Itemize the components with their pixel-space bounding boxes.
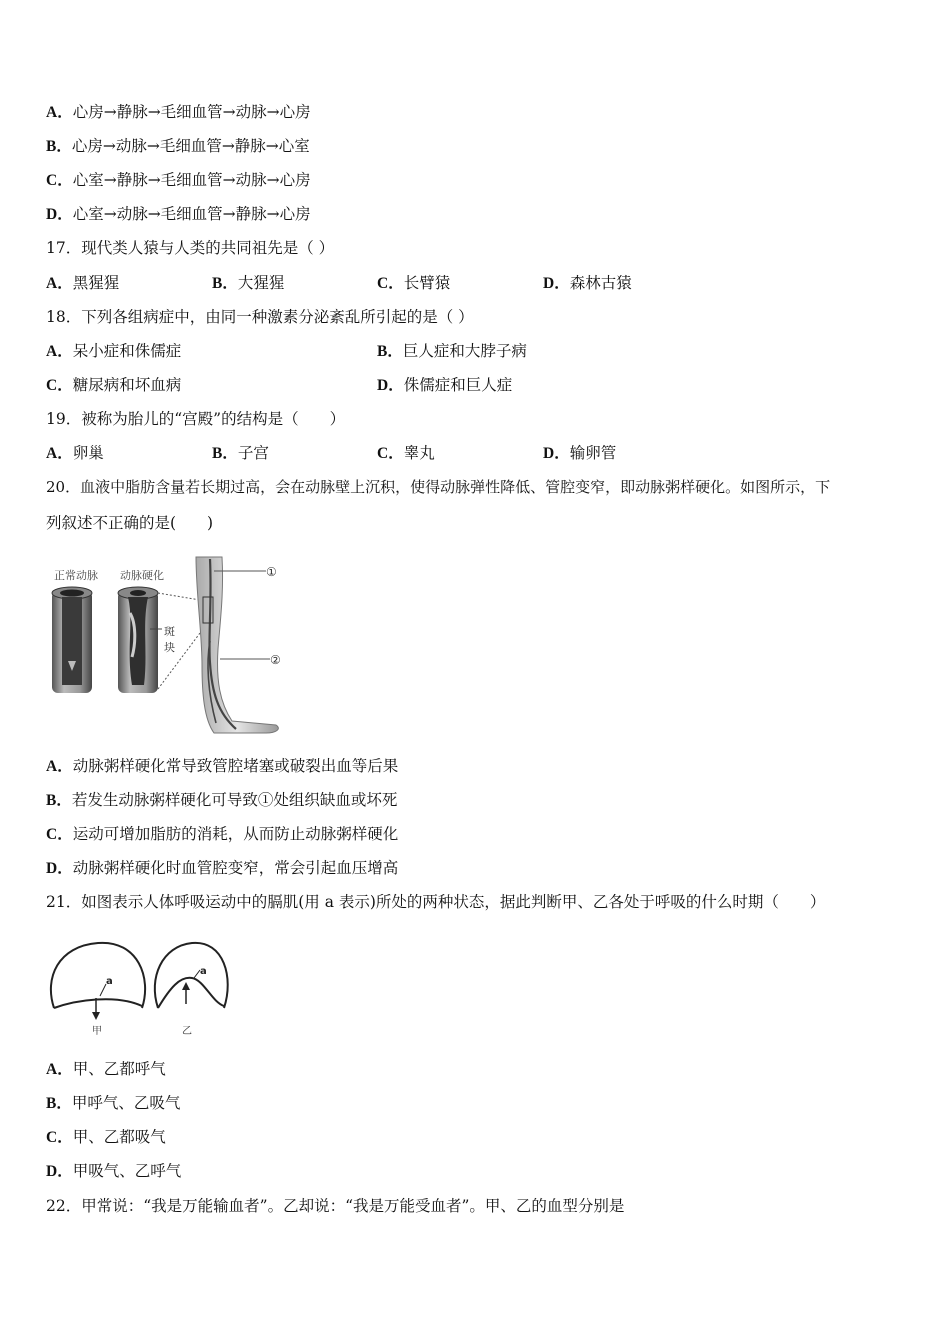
option-label: D． xyxy=(543,275,570,292)
q21-stem: 21．如图表示人体呼吸运动中的膈肌(用 a 表示)所处的两种状态，据此判断甲、乙各处于呼吸的什么时期（ ） xyxy=(46,893,826,911)
option-text: 甲、乙都呼气 xyxy=(72,1060,166,1078)
option-text: 森林古猿 xyxy=(569,274,632,292)
option-text: 大猩猩 xyxy=(237,274,285,292)
option-label: A． xyxy=(46,758,73,775)
q19-option-c xyxy=(377,443,435,464)
q19-option-d xyxy=(543,443,616,464)
q21-figure-diaphragm xyxy=(46,940,236,1035)
q21-option-c xyxy=(46,1127,166,1148)
q21-option-b xyxy=(46,1093,180,1114)
q21-option-a xyxy=(46,1059,166,1080)
hardened-artery-tube xyxy=(118,587,158,693)
option-text: 侏儒症和巨人症 xyxy=(403,376,513,394)
option-text: 黑猩猩 xyxy=(72,274,120,292)
option-text: 呆小症和侏儒症 xyxy=(72,342,182,360)
q18-option-d xyxy=(377,375,512,396)
option-label: D． xyxy=(46,206,73,223)
option-label: C． xyxy=(46,826,73,843)
q18-option-a xyxy=(46,341,181,362)
q16-option-a xyxy=(46,102,311,123)
option-text: 长臂猿 xyxy=(403,274,451,292)
marker-2: ② xyxy=(270,653,281,667)
option-text: 动脉粥样硬化时血管腔变窄，常会引起血压增高 xyxy=(72,859,399,877)
q21-option-d xyxy=(46,1161,181,1182)
option-text: 甲、乙都吸气 xyxy=(72,1128,166,1146)
leg-silhouette xyxy=(196,557,278,733)
q16-option-b xyxy=(46,136,310,157)
q17-option-a xyxy=(46,273,119,294)
q20-option-a xyxy=(46,756,398,777)
option-text: 动脉粥样硬化常导致管腔堵塞或破裂出血等后果 xyxy=(72,757,399,775)
label-a-yi: a xyxy=(200,966,207,977)
q20-stem-line2: 列叙述不正确的是( ) xyxy=(46,514,214,532)
label-plaque-2: 块 xyxy=(164,641,175,654)
option-text: 运动可增加脂肪的消耗，从而防止动脉粥样硬化 xyxy=(72,825,399,843)
option-label: D． xyxy=(46,860,73,877)
q20-stem-line1: 20．血液中脂肪含量若长期过高，会在动脉壁上沉积，使得动脉弹性降低、管腔变窄，即动脉粥样硬化。如图所示，下 xyxy=(46,478,831,496)
q18-option-b xyxy=(377,341,527,362)
option-label: A． xyxy=(46,275,73,292)
q17-option-b xyxy=(212,273,284,294)
q19-option-a xyxy=(46,443,104,464)
option-label: D． xyxy=(377,377,404,394)
option-text: 心室→动脉→毛细血管→静脉→心房 xyxy=(72,205,311,223)
option-text: 甲吸气、乙呼气 xyxy=(72,1162,182,1180)
q19-option-b xyxy=(212,443,269,464)
option-label: A． xyxy=(46,1061,73,1078)
diaphragm-jia xyxy=(51,943,145,1020)
q16-option-d xyxy=(46,204,311,225)
option-label: B． xyxy=(212,275,238,292)
label-hardened-artery: 动脉硬化 xyxy=(120,569,164,582)
option-text: 心室→静脉→毛细血管→动脉→心房 xyxy=(72,171,311,189)
q22-stem: 22．甲常说：“我是万能输血者”。乙却说：“我是万能受血者”。甲、乙的血型分别是 xyxy=(46,1197,625,1215)
caption-jia: 甲 xyxy=(92,1026,102,1035)
option-label: D． xyxy=(46,1163,73,1180)
option-text: 输卵管 xyxy=(569,444,617,462)
option-label: C． xyxy=(46,377,73,394)
option-text: 巨人症和大脖子病 xyxy=(402,342,527,360)
marker-1: ① xyxy=(266,565,277,579)
option-text: 若发生动脉粥样硬化可导致①处组织缺血或坏死 xyxy=(71,791,398,809)
option-text: 心房→静脉→毛细血管→动脉→心房 xyxy=(72,103,311,121)
option-label: C． xyxy=(377,445,404,462)
caption-yi: 乙 xyxy=(182,1026,192,1035)
option-label: A． xyxy=(46,343,73,360)
q17-option-d xyxy=(543,273,632,294)
diaphragm-yi xyxy=(155,943,228,1008)
option-text: 卵巢 xyxy=(72,444,104,462)
option-text: 甲呼气、乙吸气 xyxy=(71,1094,181,1112)
q18-option-c xyxy=(46,375,181,396)
option-label: A． xyxy=(46,445,73,462)
option-label: D． xyxy=(543,445,570,462)
option-label: C． xyxy=(377,275,404,292)
q20-option-c xyxy=(46,824,398,845)
q17-option-c xyxy=(377,273,450,294)
option-label: B． xyxy=(46,792,72,809)
label-normal-artery: 正常动脉 xyxy=(54,569,98,582)
option-label: B． xyxy=(212,445,238,462)
option-label: C． xyxy=(46,1129,73,1146)
normal-artery-tube xyxy=(52,587,92,693)
option-text: 糖尿病和坏血病 xyxy=(72,376,182,394)
option-text: 心房→动脉→毛细血管→静脉→心室 xyxy=(71,137,310,155)
option-label: B． xyxy=(377,343,403,360)
q20-figure-artery xyxy=(46,553,296,738)
option-label: A． xyxy=(46,104,73,121)
option-text: 子宫 xyxy=(237,444,269,462)
option-label: C． xyxy=(46,172,73,189)
q19-stem: 19．被称为胎儿的“宫殿”的结构是（ ） xyxy=(46,410,346,428)
q20-option-d xyxy=(46,858,398,879)
label-plaque-1: 斑 xyxy=(164,625,175,638)
q16-option-c xyxy=(46,170,311,191)
option-text: 睾丸 xyxy=(403,444,435,462)
option-label: B． xyxy=(46,138,72,155)
q18-stem: 18．下列各组病症中，由同一种激素分泌紊乱所引起的是（ ） xyxy=(46,308,474,326)
option-label: B． xyxy=(46,1095,72,1112)
q20-option-b xyxy=(46,790,397,811)
q17-stem: 17．现代类人猿与人类的共同祖先是（ ） xyxy=(46,239,335,257)
label-a-jia: a xyxy=(106,976,113,987)
